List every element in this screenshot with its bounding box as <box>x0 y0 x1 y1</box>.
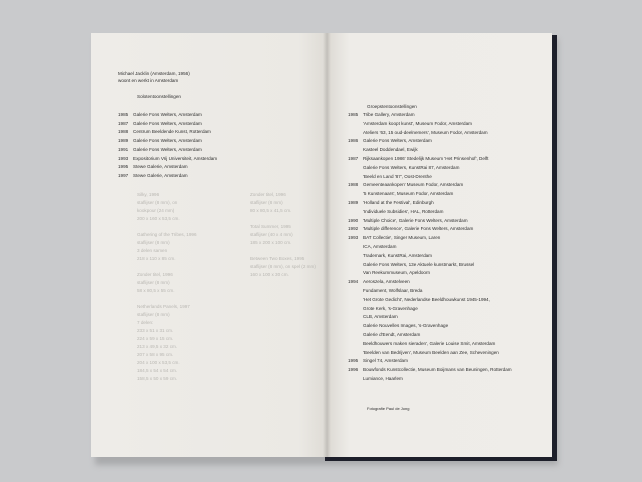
artwork-caption-line: staflijser (8 mm) <box>137 240 170 245</box>
exhibition-year: 1994 <box>348 279 359 285</box>
exhibition-venue: '5 Kunstenaars', Museum Fodor, Amsterdam <box>363 191 454 197</box>
artwork-caption-line: 3 delen samen <box>137 248 168 253</box>
exhibition-venue: Bouwfonds Kunstcollectie, Museum Boijmans van Beuningen, Rotterdam <box>363 367 512 373</box>
artwork-caption-line: 224 x 59 x 15 cm. <box>137 336 174 341</box>
artwork-caption-line: 218 x 110 x 85 cm. <box>137 256 176 261</box>
exhibition-year: 1989 <box>118 138 129 144</box>
artwork-caption-line: 200 x 160 x 53,5 cm. <box>137 216 180 221</box>
exhibition-year: 1992 <box>348 226 359 232</box>
exhibition-year: 1993 <box>348 235 359 241</box>
artwork-caption-line: 160 x 100 x 30 cm. <box>250 272 289 277</box>
exhibition-year: 1996 <box>348 367 359 373</box>
artwork-caption-line: 204 x 100 x 53,5 cm. <box>137 360 180 365</box>
exhibition-venue: Beeldhouwers maken sieraden', Galerie Louise Smit, Amsterdam <box>363 340 496 346</box>
exhibition-venue: Stewe Galerie, Amsterdam <box>133 164 188 170</box>
exhibition-venue: Galerie d'Eendt, Amsterdam <box>363 332 421 337</box>
exhibition-year: 1986 <box>348 138 359 144</box>
exhibition-venue: Trademark, KunstRai, Amsterdam <box>363 252 433 258</box>
open-book <box>91 33 556 461</box>
exhibition-venue: Lumiance, Haarlem <box>363 376 403 381</box>
exhibition-year: 1987 <box>118 120 129 126</box>
exhibition-venue: Tribe Gallery, Amsterdam <box>363 112 415 117</box>
exhibition-venue: Stewe Galerie, Amsterdam <box>133 172 188 178</box>
artwork-caption-line: 158,5 x 50 x 59 cm. <box>137 376 178 381</box>
artwork-caption-line: staflijser (8 mm) <box>137 280 170 285</box>
artwork-caption-line: staflijser (8 mm) <box>137 312 170 317</box>
artist-line: Michael Jacklin (Amsterdam, 1956) <box>118 71 190 76</box>
exhibition-year: 1995 <box>118 164 129 170</box>
exhibition-venue: Ateliers '63, 15 oud-deelnemers', Museum Fodor, Amsterdam <box>363 129 488 135</box>
exhibition-venue: Galerie Fons Welters, Amsterdam <box>133 146 202 152</box>
exhibition-venue: Galerie Fons Welters, Amsterdam <box>133 112 202 117</box>
artwork-caption-line: staflijser (8 mm) <box>250 200 283 205</box>
exhibition-venue: 'Individuele Subsidies', HAL, Rotterdam <box>363 208 444 214</box>
exhibition-year: 1993 <box>118 155 129 161</box>
artwork-caption-line: Netherlands Panels, 1997 <box>137 304 190 309</box>
artwork-caption-line: Zonder titel, 1996 <box>137 272 173 277</box>
exhibition-year: 1987 <box>348 156 359 161</box>
photo-credit: Fotografie Paul de Jong <box>367 406 410 411</box>
exhibition-venue: CLB, Amsterdam <box>363 314 398 320</box>
artwork-caption-line: 207 x 58 x 95 cm. <box>137 352 174 357</box>
exhibition-year: 1988 <box>348 182 359 188</box>
exhibition-venue: Fundament, Wolfslaar, Breda <box>363 288 423 293</box>
exhibition-venue: Galerie Fons Welters, 13e Aktuele kunstmarkt, Brussel <box>363 261 475 267</box>
exhibition-venue: Singel 74, Amsterdam <box>363 358 408 364</box>
exhibition-year: 1985 <box>348 112 359 117</box>
artwork-caption-line: 80 x 80,5 x 41,5 cm. <box>250 208 292 213</box>
artwork-caption-line: Gathering of the Tribes, 1996 <box>137 232 197 237</box>
artwork-caption-line: 184,5 x 54 x 54 cm. <box>137 368 178 373</box>
solo-heading: Solotentoonstellingen <box>137 94 181 99</box>
artwork-caption-line: staflijser (8 mm), on <box>137 200 178 205</box>
exhibition-venue: 'Beeld en Land '87', Oost-Drenthe <box>363 173 432 179</box>
book-gutter <box>323 33 331 457</box>
artwork-caption-line: 7 delen: <box>137 320 154 325</box>
lives-line: woont en werkt in Amsterdam <box>118 78 179 83</box>
artwork-caption-line: staflijser (40 x 4 mm) <box>250 232 293 237</box>
exhibition-year: 1991 <box>118 146 129 152</box>
exhibition-venue: 'Beelden van Bedrijven', Museum Beelden aan Zee, Scheveningen <box>363 349 499 355</box>
exhibition-venue: Centrum Beeldende Kunst, Rotterdam <box>133 129 211 135</box>
exhibition-venue: Galerie Fons Welters, Amsterdam <box>133 120 202 126</box>
artwork-caption-line: Between Two Boxes, 1995 <box>250 256 305 261</box>
exhibition-venue: 'Het Grote Gedicht', Nederlandse Beeldhouwkunst 1945-1994, <box>363 296 490 302</box>
exhibition-venue: Rijksaankopen 1986' Stedelijk Museum 'Het Prinsenhof', Delft <box>363 156 489 161</box>
artwork-caption-line: 213 x 49,5 x 32 cm. <box>137 344 178 349</box>
exhibition-venue: 'Multiple Choice', Galerie Fons Welters, Amsterdam <box>363 217 468 223</box>
exhibition-venue: ICA, Amsterdam <box>363 244 397 249</box>
exhibition-venue: Galerie Fons Welters, KunstRai 87, Amsterdam <box>363 164 460 170</box>
artwork-caption-line: kookpour (24 mm) <box>137 208 175 213</box>
artwork-caption-line: Zonder titel, 1996 <box>250 192 286 197</box>
exhibition-year: 1989 <box>348 200 359 205</box>
artwork-caption-line: 58 x 80,5 x 55 cm. <box>137 288 175 293</box>
group-heading: Groepstentoonstellingen <box>367 104 417 109</box>
left-page <box>91 33 327 457</box>
exhibition-venue: 'Holland at the Festival', Edinburgh <box>363 200 434 205</box>
exhibition-venue: Galerie Nouvelles Images, 's-Gravenhage <box>363 323 449 329</box>
exhibition-year: 1985 <box>118 112 129 117</box>
exhibition-venue: Galerie Fons Welters, Amsterdam <box>363 138 432 144</box>
exhibition-venue: Kasteel Doddendael, Ewijk <box>363 147 418 153</box>
artwork-caption-line: staflijser (8 mm), on spel (2 mm) <box>250 264 316 269</box>
exhibition-venue: Aeroszela, Amstelveen <box>363 279 410 285</box>
right-page <box>327 33 552 457</box>
exhibition-year: 1997 <box>118 172 129 178</box>
exhibition-venue: Galerie Fons Welters, Amsterdam <box>133 138 202 144</box>
exhibition-year: 1988 <box>118 129 129 135</box>
exhibition-venue: 'Amsterdam koopt kunst', Museum Fodor, Amsterdam <box>363 120 472 126</box>
exhibition-venue: Gemeenteaankopen' Museum Fodor, Amsterdam <box>363 182 464 188</box>
artwork-caption-line: 233 x 51 x 31 cm. <box>137 328 174 333</box>
exhibition-venue: Van Reekummuseum, Apeldoorn <box>363 270 431 276</box>
exhibition-venue: 'Multiple difference', Galerie Fons Welters, Amsterdam <box>363 226 474 232</box>
exhibition-venue: BAT Collectie', Singer Museum, Laren <box>363 235 441 241</box>
artwork-caption-line: 185 x 200 x 100 cm. <box>250 240 292 245</box>
exhibition-venue: Expositorium Vrij Universiteit, Amsterdam <box>133 155 218 161</box>
artwork-caption-line: Silky, 1996 <box>137 192 160 197</box>
artwork-caption-line: Total Summer, 1995 <box>250 224 291 229</box>
exhibition-year: 1990 <box>348 217 359 223</box>
exhibition-venue: Grote Kerk, 's-Gravenhage <box>363 305 418 311</box>
exhibition-year: 1995 <box>348 358 359 364</box>
